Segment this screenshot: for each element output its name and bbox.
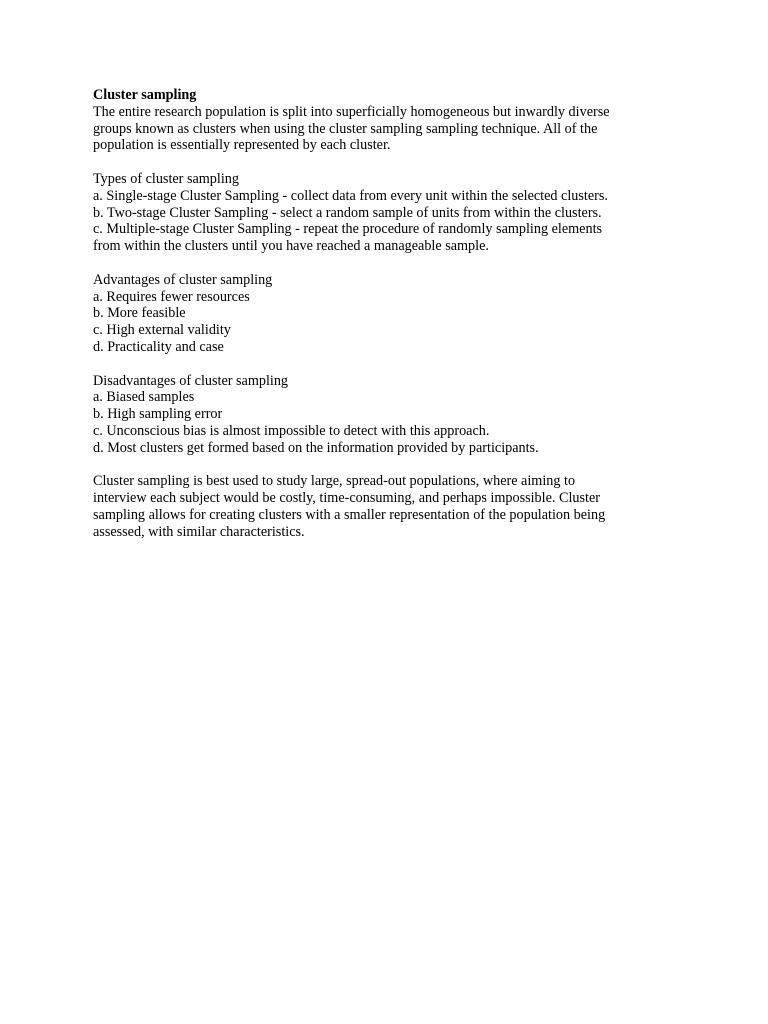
list-item: d. Practicality and case — [93, 338, 224, 355]
list-item: c. High external validity — [93, 322, 231, 339]
document-page — [93, 87, 673, 557]
list-item: c. Unconscious bias is almost impossible to detect with this approach. — [93, 422, 490, 439]
text-line: The entire research population is split into superficially homogeneous but inwardly diverse — [93, 103, 610, 120]
text-line: groups known as clusters when using the cluster sampling sampling technique. All of the — [93, 120, 598, 137]
section-heading: Types of cluster sampling — [93, 170, 239, 187]
section-heading: Advantages of cluster sampling — [93, 271, 273, 288]
conclusion-section — [93, 473, 673, 540]
list-item: d. Most clusters get formed based on the information provided by participants. — [93, 439, 539, 456]
list-item: a. Biased samples — [93, 389, 195, 406]
disadvantages-section — [93, 373, 673, 457]
list-item: b. Two-stage Cluster Sampling - select a random sample of units from within the clusters. — [93, 204, 602, 221]
types-section — [93, 171, 673, 255]
advantages-section — [93, 272, 673, 356]
text-line: Cluster sampling is best used to study large, spread-out populations, where aiming to — [93, 473, 576, 490]
text-line: sampling allows for creating clusters with a smaller representation of the population being — [93, 506, 606, 523]
intro-paragraph — [93, 104, 673, 154]
list-item: a. Requires fewer resources — [93, 288, 250, 305]
text-line: population is essentially represented by each cluster. — [93, 137, 391, 154]
document-title: Cluster sampling — [93, 87, 197, 103]
text-line: assessed, with similar characteristics. — [93, 523, 305, 540]
list-item-continuation: from within the clusters until you have reached a manageable sample. — [93, 238, 489, 255]
section-heading: Disadvantages of cluster sampling — [93, 372, 289, 389]
list-item: b. More feasible — [93, 305, 186, 322]
list-item: c. Multiple-stage Cluster Sampling - repeat the procedure of randomly sampling elements — [93, 221, 603, 238]
list-item: a. Single-stage Cluster Sampling - collect data from every unit within the selected clusters. — [93, 187, 608, 204]
conclusion-paragraph — [93, 473, 673, 540]
list-item: b. High sampling error — [93, 406, 223, 423]
text-line: interview each subject would be costly, time-consuming, and perhaps impossible. Cluster — [93, 490, 600, 507]
intro-section — [93, 87, 673, 154]
